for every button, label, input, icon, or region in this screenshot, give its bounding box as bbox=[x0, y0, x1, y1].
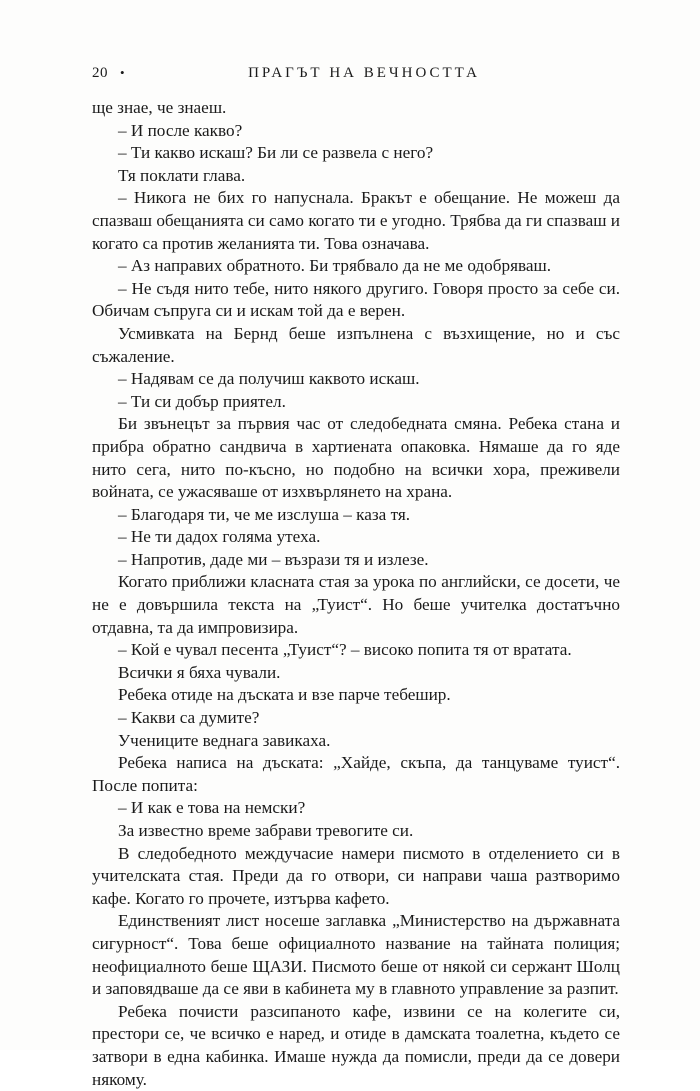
paragraph: Учениците веднага завикаха. bbox=[118, 730, 331, 750]
paragraph: Единственият лист носеше заглавка „Министерство на държавната сигурност“. Това беше официалното название на тайната полиция; неофициалното беше ЩАЗИ. Писмото беше от някой си сержант Шолц и заповядваше да се яви в кабинета му в главното управление за разпит. bbox=[92, 911, 620, 999]
bullet-separator: • bbox=[120, 65, 125, 80]
paragraph: – Благодаря ти, че ме изслуша – каза тя. bbox=[118, 504, 411, 524]
paragraph: За известно време забрави тревогите си. bbox=[118, 821, 414, 840]
page-number: 20 bbox=[92, 65, 108, 81]
paragraph: Усмивката на Бернд беше изпълнена с възхищение, но и със съжаление. bbox=[92, 323, 620, 366]
paragraph: Ребека написа на дъската: „Хайде, скъпа, да танцуваме туист“. После попита: bbox=[92, 753, 620, 795]
paragraph: – Ти какво искаш? Би ли се развела с него? bbox=[118, 143, 434, 163]
paragraph: Всички я бяха чували. bbox=[118, 662, 281, 682]
book-title: ПРАГЪТ НА ВЕЧНОСТТА bbox=[248, 65, 480, 81]
paragraph: – Не ти дадох голяма утеха. bbox=[118, 527, 321, 547]
paragraph: – Ти си добър приятел. bbox=[118, 391, 286, 411]
paragraph: Би звънецът за първия час от следобедната смяна. Ребека стана и прибра обратно сандвича в хартиената опаковка. Нямаше да го яде нито сега, нито по-късно, но подобно на всички хора, преживели войната, се ужасяваше от изхвърлянето на храна. bbox=[92, 414, 620, 502]
paragraph: – Никога не бих го напуснала. Бракът е обещание. Не можеш да спазваш обещанията си само когато ти е угодно. Трябва да ги спазваш и когато са против желанията ти. Това означава. bbox=[92, 188, 620, 253]
paragraph: – И как е това на немски? bbox=[118, 798, 306, 818]
body-text bbox=[92, 97, 620, 1091]
paragraph: Ребека отиде на дъската и взе парче тебешир. bbox=[118, 685, 451, 705]
paragraph: В следобедното междучасие намери писмото в отделението си в учителската стая. Преди да го отвори, си направи чаша разтворимо кафе. Когато го прочете, изтърва кафето. bbox=[92, 843, 620, 908]
paragraph: – Какви са думите? bbox=[118, 708, 260, 728]
paragraph: – Аз направих обратното. Би трябвало да не ме одобряваш. bbox=[118, 256, 552, 276]
paragraph: – Напротив, даде ми – възрази тя и излезе. bbox=[118, 549, 429, 569]
paragraph: ще знае, че знаеш. bbox=[92, 98, 227, 117]
paragraph: – Не съдя нито тебе, нито някого другиго. Говоря просто за себе си. Обичам съпруга си и искам той да е верен. bbox=[92, 278, 620, 321]
running-head bbox=[92, 63, 620, 83]
paragraph: Когато приближи класната стая за урока по английски, се досети, че не е довършила текста на „Туист“. Но беше учителка достатъчно отдавна, та да импровизира. bbox=[92, 572, 620, 637]
paragraph: Ребека почисти разсипаното кафе, извини се на колегите си, престори се, че всичко е наред, и отиде в дамската тоалетна, където се затвори в една кабинка. Имаше нужда да помисли, преди да се довери някому. bbox=[92, 1001, 620, 1089]
paragraph: – И после какво? bbox=[118, 120, 243, 140]
paragraph: – Кой е чувал песента „Туист“? – високо попита тя от вратата. bbox=[118, 640, 572, 660]
paragraph: – Надявам се да получиш каквото искаш. bbox=[118, 369, 420, 389]
paragraph: Тя поклати глава. bbox=[118, 165, 246, 185]
